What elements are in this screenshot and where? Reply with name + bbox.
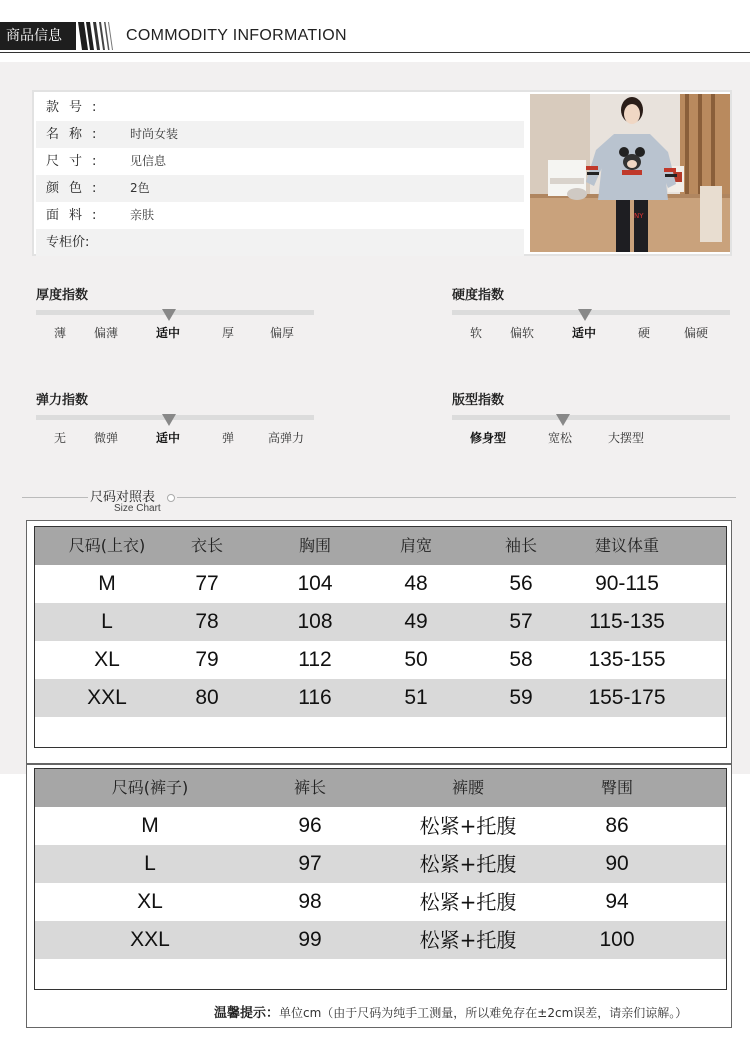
table-header-cell: 建议体重 <box>594 536 659 555</box>
table-row <box>35 641 726 679</box>
table-cell: 48 <box>404 572 428 595</box>
table-cell: XXL <box>130 928 170 951</box>
table-header-cell: 臀围 <box>600 778 633 797</box>
thickness-index-title: 厚度指数 <box>36 288 89 303</box>
table-cell: XXL <box>87 686 127 709</box>
hardness-index <box>452 284 732 354</box>
thickness-index <box>36 284 316 354</box>
table-cell: 115-135 <box>589 610 665 633</box>
index-option: 修身型 <box>470 431 507 445</box>
heading-line <box>177 497 736 498</box>
table-cell: 99 <box>298 928 322 951</box>
info-row-price <box>36 229 524 256</box>
hardness-index-title: 硬度指数 <box>452 288 505 303</box>
fit-index <box>452 389 732 459</box>
table-header-cell: 袖长 <box>504 536 537 555</box>
info-rows <box>36 94 524 256</box>
index-option-selected: 适中 <box>156 431 181 445</box>
table-cell: M <box>98 572 116 595</box>
fit-index-title: 版型指数 <box>452 393 505 408</box>
index-option: 高弹力 <box>268 431 305 445</box>
table-cell: 78 <box>195 610 219 633</box>
index-option-selected: 适中 <box>572 326 597 340</box>
table-cell: 90-115 <box>595 572 659 595</box>
info-row-name <box>36 121 524 148</box>
heading-line <box>22 497 88 498</box>
note-lead: 温馨提示： <box>214 1006 280 1021</box>
index-option: 软 <box>470 326 483 340</box>
index-option: 微弹 <box>94 431 119 445</box>
info-label: 颜色: <box>46 181 107 196</box>
table-row <box>35 845 726 883</box>
table-row <box>35 603 726 641</box>
table-cell: 94 <box>605 890 629 913</box>
index-option: 偏厚 <box>270 326 295 340</box>
info-row-size <box>36 148 524 175</box>
table-cell: XL <box>94 648 120 671</box>
index-option: 厚 <box>222 326 235 340</box>
index-pointer-icon <box>578 309 592 321</box>
size-chart-subtitle: Size Chart <box>114 503 161 514</box>
table-row <box>35 565 726 603</box>
table-cell: 松紧+托腹 <box>419 890 517 914</box>
table-row <box>35 883 726 921</box>
header-tag: 商品信息 <box>0 22 76 50</box>
table-cell: 112 <box>298 648 332 671</box>
table-cell: 135-155 <box>588 648 666 671</box>
table-header-cell: 尺码(裤子) <box>111 778 189 797</box>
table-cell: 49 <box>404 610 428 633</box>
size-chart-heading <box>22 486 736 516</box>
index-option: 大摆型 <box>608 431 645 445</box>
header-divider <box>0 52 750 53</box>
table-row <box>35 921 726 959</box>
table-cell: 79 <box>195 648 219 671</box>
table-cell: 松紧+托腹 <box>419 852 517 876</box>
page-header <box>0 18 750 54</box>
pants-size-table <box>34 768 727 990</box>
table-cell: 59 <box>509 686 533 709</box>
table-header-cell: 裤腰 <box>451 778 484 797</box>
table-cell: 58 <box>509 648 533 671</box>
index-option: 薄 <box>54 326 67 340</box>
table-cell: XL <box>137 890 163 913</box>
table-header-cell: 尺码(上衣) <box>68 536 146 555</box>
table-cell: 98 <box>298 890 322 913</box>
elasticity-index <box>36 389 316 459</box>
table-cell: 96 <box>298 814 322 837</box>
product-info-box <box>32 90 732 256</box>
header-title: COMMODITY INFORMATION <box>126 27 347 44</box>
table-header-cell: 裤长 <box>293 778 326 797</box>
table-cell: 100 <box>599 928 635 951</box>
info-row-color <box>36 175 524 202</box>
table-cell: 90 <box>605 852 629 875</box>
table-cell: 97 <box>298 852 322 875</box>
svg-text:NY: NY <box>634 212 644 220</box>
info-label: 面料: <box>46 208 107 223</box>
index-scale-bar <box>452 415 730 420</box>
top-size-table <box>34 526 727 748</box>
table-header-row <box>35 527 726 565</box>
stripes-decoration <box>78 22 118 50</box>
index-option: 弹 <box>222 431 235 445</box>
index-pointer-icon <box>162 414 176 426</box>
table-cell: 80 <box>195 686 219 709</box>
table-cell: 86 <box>605 814 629 837</box>
product-photo <box>530 94 730 252</box>
table-row <box>35 679 726 717</box>
index-option-selected: 宽松 <box>548 431 573 445</box>
index-option-selected: 适中 <box>156 326 181 340</box>
note-text: 单位cm（由于尺码为纯手工测量，所以难免存在±2cm误差，请亲们谅解。） <box>279 1006 688 1020</box>
size-note <box>214 1002 687 1021</box>
table-cell: L <box>144 852 156 875</box>
info-label: 名称: <box>46 127 107 142</box>
table-cell: 50 <box>404 648 428 671</box>
index-option: 偏薄 <box>94 326 119 340</box>
info-label: 专柜价: <box>46 235 90 250</box>
table-cell: 116 <box>298 686 332 709</box>
info-value: 亲肤 <box>130 208 155 222</box>
info-row-fabric <box>36 202 524 229</box>
table-header-cell: 肩宽 <box>399 536 432 555</box>
table-cell: 松紧+托腹 <box>419 814 517 838</box>
table-cell: 松紧+托腹 <box>419 928 517 952</box>
table-header-cell: 衣长 <box>190 536 223 555</box>
heading-dot-icon <box>167 494 175 502</box>
info-row-style-no <box>36 94 524 121</box>
elasticity-index-title: 弹力指数 <box>36 393 89 408</box>
table-cell: 56 <box>509 572 533 595</box>
table-cell: 51 <box>404 686 428 709</box>
index-pointer-icon <box>162 309 176 321</box>
table-cell: M <box>141 814 159 837</box>
info-label: 尺寸: <box>46 154 107 169</box>
table-cell: 108 <box>297 610 333 633</box>
table-cell: 155-175 <box>588 686 666 709</box>
table-header-cell: 胸围 <box>298 536 331 555</box>
info-value: 2色 <box>130 181 150 195</box>
table-cell: 104 <box>297 572 333 595</box>
table-row <box>35 807 726 845</box>
info-value: 时尚女装 <box>130 127 179 141</box>
info-value: 见信息 <box>130 154 167 168</box>
table-cell: L <box>101 610 113 633</box>
table-header-row <box>35 769 726 807</box>
size-chart-title: 尺码对照表 <box>90 490 156 505</box>
info-label: 款号: <box>46 100 107 115</box>
index-option: 偏软 <box>510 326 535 340</box>
table-cell: 57 <box>509 610 533 633</box>
index-pointer-icon <box>556 414 570 426</box>
table-cell: 77 <box>195 572 219 595</box>
index-option: 偏硬 <box>684 326 709 340</box>
index-option: 硬 <box>638 326 651 340</box>
index-option: 无 <box>54 431 67 445</box>
